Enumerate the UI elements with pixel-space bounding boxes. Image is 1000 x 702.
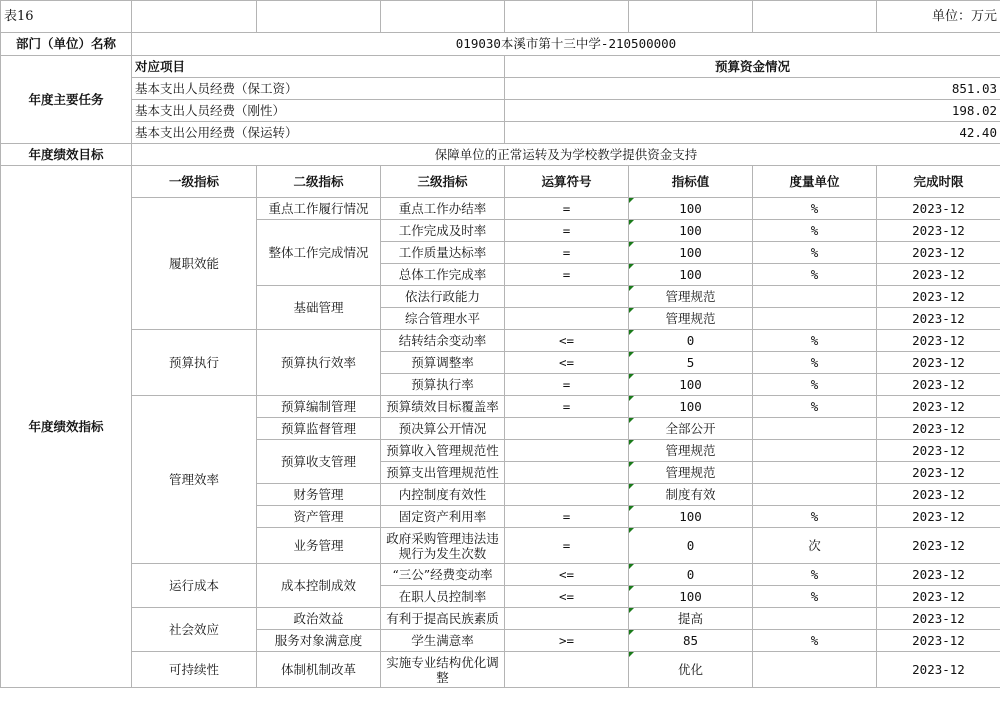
deadline-cell: 2023-12 (877, 462, 1000, 484)
deadline-cell: 2023-12 (877, 198, 1000, 220)
task-amount: 198.02 (505, 100, 1000, 122)
l2-cell: 基础管理 (257, 286, 381, 330)
unit-cell: % (753, 330, 877, 352)
table-number: 表16 (1, 1, 132, 33)
unit-cell: % (753, 586, 877, 608)
op-cell: = (505, 198, 629, 220)
header-l2: 二级指标 (257, 166, 381, 198)
unit-label: 单位：万元 (877, 1, 1000, 33)
value-cell: 100 (629, 198, 753, 220)
deadline-cell: 2023-12 (877, 418, 1000, 440)
l3-cell: 总体工作完成率 (381, 264, 505, 286)
l1-cell: 可持续性 (132, 652, 257, 688)
deadline-cell: 2023-12 (877, 308, 1000, 330)
value-cell: 管理规范 (629, 462, 753, 484)
op-cell: = (505, 374, 629, 396)
l3-cell: 预算调整率 (381, 352, 505, 374)
task-item: 基本支出公用经费（保运转） (132, 122, 505, 144)
value-cell: 100 (629, 264, 753, 286)
op-cell: = (505, 242, 629, 264)
deadline-cell: 2023-12 (877, 484, 1000, 506)
dept-value: 019030本溪市第十三中学-210500000 (132, 33, 1000, 56)
header-value: 指标值 (629, 166, 753, 198)
op-cell (505, 308, 629, 330)
unit-cell: % (753, 264, 877, 286)
dept-row (1, 33, 1000, 56)
l3-cell: 工作质量达标率 (381, 242, 505, 264)
l3-cell: 政府采购管理违法违规行为发生次数 (381, 528, 505, 564)
unit-cell: % (753, 630, 877, 652)
op-cell: >= (505, 630, 629, 652)
l2-cell: 预算监督管理 (257, 418, 381, 440)
task-amount: 851.03 (505, 78, 1000, 100)
l1-cell: 履职效能 (132, 198, 257, 330)
deadline-cell: 2023-12 (877, 564, 1000, 586)
table-row (1, 330, 1000, 352)
value-cell: 0 (629, 564, 753, 586)
deadline-cell: 2023-12 (877, 586, 1000, 608)
value-cell: 提高 (629, 608, 753, 630)
l2-cell: 成本控制成效 (257, 564, 381, 608)
deadline-cell: 2023-12 (877, 396, 1000, 418)
deadline-cell: 2023-12 (877, 506, 1000, 528)
task-row (1, 100, 1000, 122)
l3-cell: 预算支出管理规范性 (381, 462, 505, 484)
value-cell: 100 (629, 506, 753, 528)
indicator-header-row (1, 166, 1000, 198)
unit-cell: % (753, 506, 877, 528)
value-cell: 100 (629, 220, 753, 242)
unit-cell: % (753, 564, 877, 586)
table-row (1, 198, 1000, 220)
l2-cell: 预算执行效率 (257, 330, 381, 396)
unit-cell: % (753, 396, 877, 418)
task-row (1, 122, 1000, 144)
value-cell: 0 (629, 528, 753, 564)
unit-cell: 次 (753, 528, 877, 564)
l3-cell: 工作完成及时率 (381, 220, 505, 242)
unit-cell (753, 440, 877, 462)
value-cell: 100 (629, 242, 753, 264)
l3-cell: 预算执行率 (381, 374, 505, 396)
task-item: 基本支出人员经费（保工资） (132, 78, 505, 100)
op-cell: = (505, 396, 629, 418)
unit-cell (753, 608, 877, 630)
unit-cell (753, 462, 877, 484)
unit-cell: % (753, 352, 877, 374)
deadline-cell: 2023-12 (877, 630, 1000, 652)
header-op: 运算符号 (505, 166, 629, 198)
op-cell (505, 440, 629, 462)
l3-cell: 预决算公开情况 (381, 418, 505, 440)
l2-cell: 整体工作完成情况 (257, 220, 381, 286)
deadline-cell: 2023-12 (877, 652, 1000, 688)
op-cell (505, 462, 629, 484)
l1-cell: 管理效率 (132, 396, 257, 564)
l3-cell: 结转结余变动率 (381, 330, 505, 352)
op-cell (505, 652, 629, 688)
unit-cell: % (753, 198, 877, 220)
task-amount: 42.40 (505, 122, 1000, 144)
value-cell: 100 (629, 586, 753, 608)
l3-cell: 内控制度有效性 (381, 484, 505, 506)
op-cell: = (505, 506, 629, 528)
unit-cell (753, 308, 877, 330)
goal-row (1, 144, 1000, 166)
l3-cell: 有利于提高民族素质 (381, 608, 505, 630)
l2-cell: 预算收支管理 (257, 440, 381, 484)
value-cell: 全部公开 (629, 418, 753, 440)
deadline-cell: 2023-12 (877, 220, 1000, 242)
value-cell: 100 (629, 396, 753, 418)
value-cell: 100 (629, 374, 753, 396)
title-row (1, 1, 1000, 33)
l3-cell: 预算绩效目标覆盖率 (381, 396, 505, 418)
op-cell: = (505, 264, 629, 286)
l2-cell: 业务管理 (257, 528, 381, 564)
deadline-cell: 2023-12 (877, 352, 1000, 374)
l3-cell: 固定资产利用率 (381, 506, 505, 528)
table-row (1, 564, 1000, 586)
l2-cell: 重点工作履行情况 (257, 198, 381, 220)
op-cell: = (505, 220, 629, 242)
table-row (1, 608, 1000, 630)
unit-cell (753, 484, 877, 506)
goal-value: 保障单位的正常运转及为学校教学提供资金支持 (132, 144, 1000, 166)
dept-label: 部门（单位）名称 (1, 33, 132, 56)
table-row (1, 652, 1000, 688)
l1-cell: 运行成本 (132, 564, 257, 608)
unit-cell: % (753, 242, 877, 264)
l2-cell: 政治效益 (257, 608, 381, 630)
task-item: 基本支出人员经费（刚性） (132, 100, 505, 122)
task-col-budget: 预算资金情况 (505, 56, 1000, 78)
header-deadline: 完成时限 (877, 166, 1000, 198)
l1-cell: 预算执行 (132, 330, 257, 396)
deadline-cell: 2023-12 (877, 608, 1000, 630)
unit-cell: % (753, 374, 877, 396)
unit-cell (753, 286, 877, 308)
op-cell: <= (505, 586, 629, 608)
deadline-cell: 2023-12 (877, 374, 1000, 396)
l2-cell: 财务管理 (257, 484, 381, 506)
goal-label: 年度绩效目标 (1, 144, 132, 166)
task-header-row (1, 56, 1000, 78)
l3-cell: 学生满意率 (381, 630, 505, 652)
task-row (1, 78, 1000, 100)
op-cell (505, 418, 629, 440)
op-cell: <= (505, 330, 629, 352)
header-l1: 一级指标 (132, 166, 257, 198)
l3-cell: “三公”经费变动率 (381, 564, 505, 586)
l1-cell: 社会效应 (132, 608, 257, 652)
op-cell (505, 484, 629, 506)
l2-cell: 预算编制管理 (257, 396, 381, 418)
value-cell: 管理规范 (629, 308, 753, 330)
value-cell: 管理规范 (629, 286, 753, 308)
l3-cell: 重点工作办结率 (381, 198, 505, 220)
op-cell (505, 286, 629, 308)
deadline-cell: 2023-12 (877, 264, 1000, 286)
annual-task-label: 年度主要任务 (1, 56, 132, 144)
unit-cell (753, 652, 877, 688)
value-cell: 5 (629, 352, 753, 374)
deadline-cell: 2023-12 (877, 286, 1000, 308)
indicator-label: 年度绩效指标 (1, 166, 132, 688)
unit-cell (753, 418, 877, 440)
l3-cell: 综合管理水平 (381, 308, 505, 330)
value-cell: 0 (629, 330, 753, 352)
op-cell (505, 608, 629, 630)
task-col-project: 对应项目 (132, 56, 505, 78)
l3-cell: 依法行政能力 (381, 286, 505, 308)
value-cell: 管理规范 (629, 440, 753, 462)
op-cell: <= (505, 352, 629, 374)
value-cell: 85 (629, 630, 753, 652)
op-cell: = (505, 528, 629, 564)
deadline-cell: 2023-12 (877, 440, 1000, 462)
table-row (1, 396, 1000, 418)
l3-cell: 预算收入管理规范性 (381, 440, 505, 462)
op-cell: <= (505, 564, 629, 586)
l2-cell: 资产管理 (257, 506, 381, 528)
l2-cell: 体制机制改革 (257, 652, 381, 688)
value-cell: 优化 (629, 652, 753, 688)
deadline-cell: 2023-12 (877, 242, 1000, 264)
unit-cell: % (753, 220, 877, 242)
deadline-cell: 2023-12 (877, 528, 1000, 564)
l2-cell: 服务对象满意度 (257, 630, 381, 652)
deadline-cell: 2023-12 (877, 330, 1000, 352)
header-l3: 三级指标 (381, 166, 505, 198)
l3-cell: 在职人员控制率 (381, 586, 505, 608)
l3-cell: 实施专业结构优化调整 (381, 652, 505, 688)
header-unit: 度量单位 (753, 166, 877, 198)
value-cell: 制度有效 (629, 484, 753, 506)
